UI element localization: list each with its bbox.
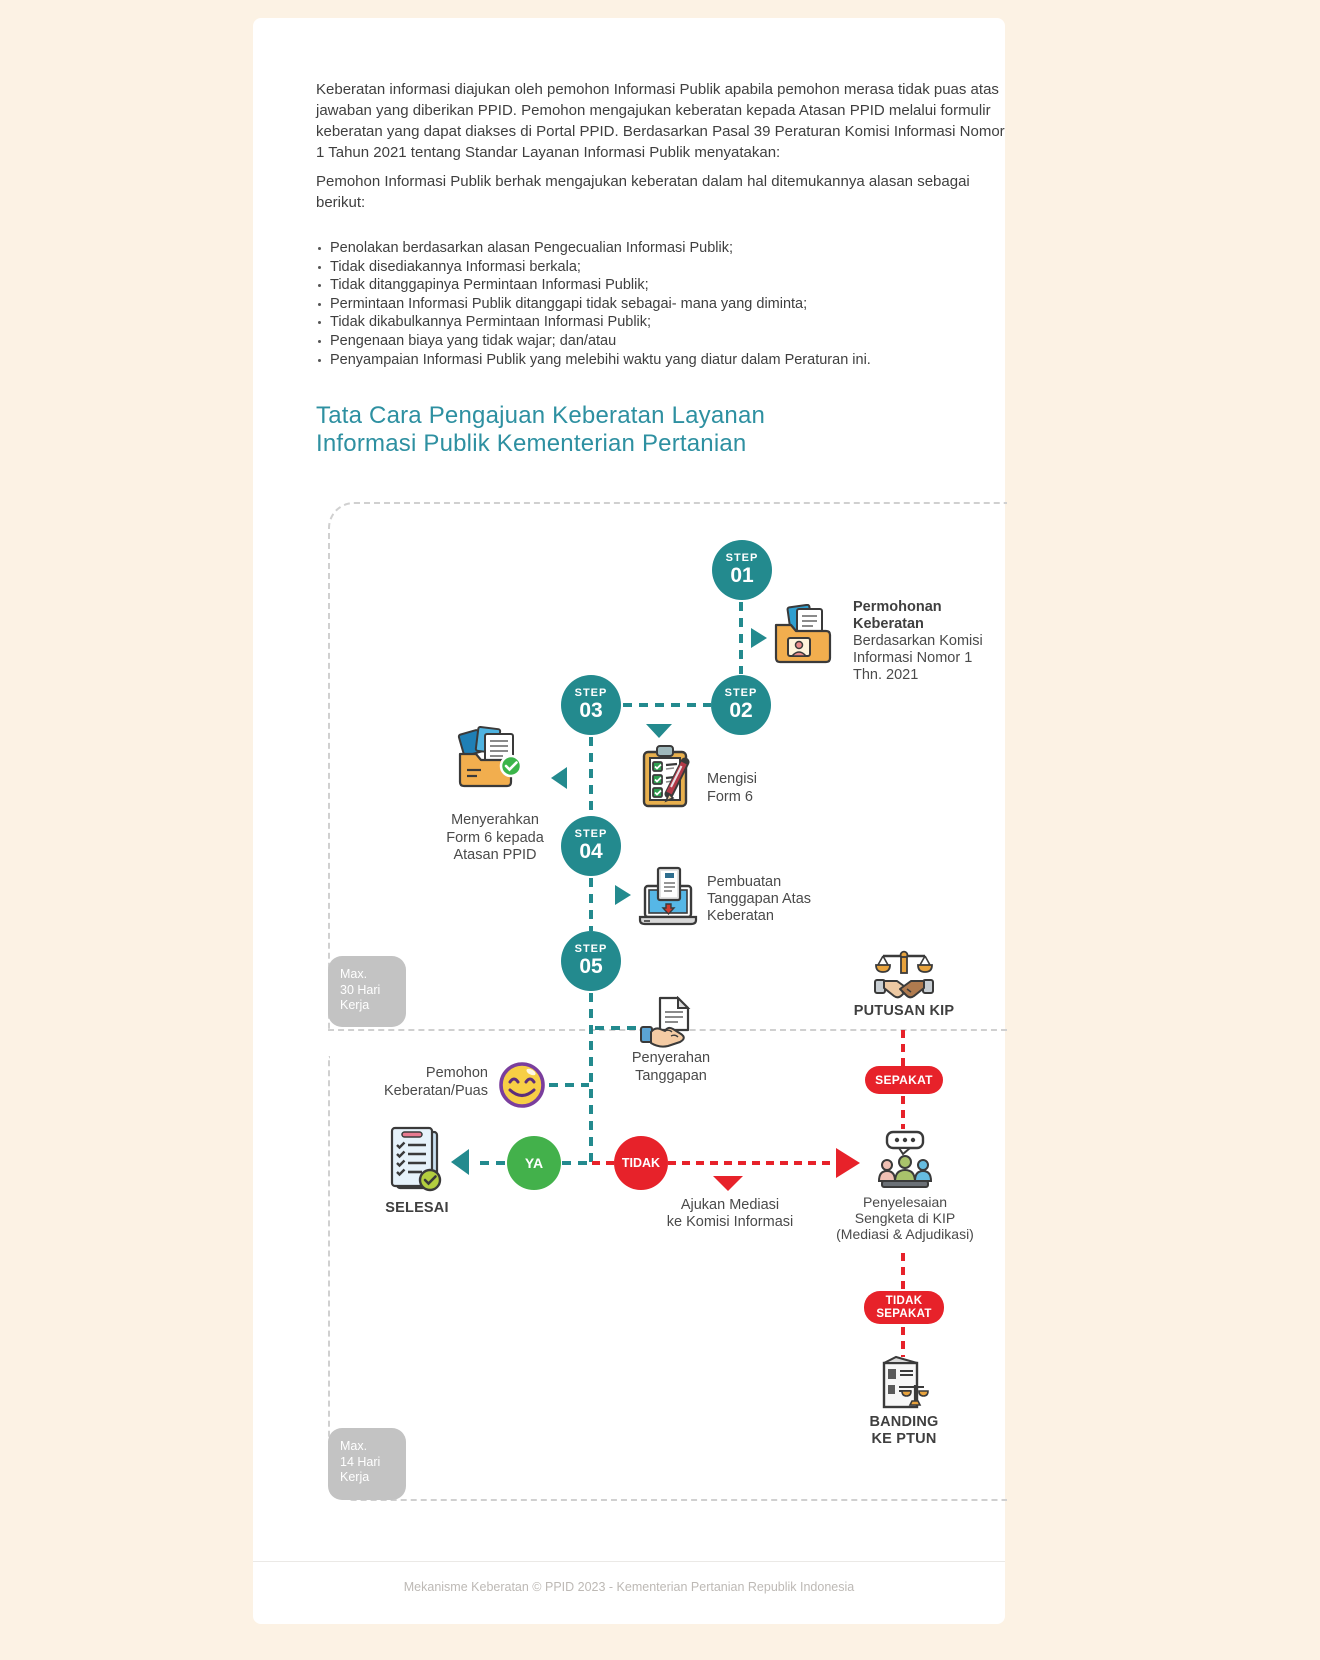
arrow-down-icon [646,724,672,738]
ya-node: YA [507,1136,561,1190]
arrow-down-red-icon [713,1176,743,1191]
connector-to-hand [595,1026,643,1030]
bullet-dot-icon [318,359,321,362]
page-title: Tata Cara Pengajuan Keberatan Layanan Informasi Publik Kementerian Pertanian [316,402,766,457]
connector-ya-left [480,1161,507,1165]
folder-check-documents-icon [453,726,533,800]
max-30-days-badge: Max. 30 Hari Kerja [328,956,406,1027]
penyelesaian-label: Penyelesaian Sengketa di KIP (Mediasi & Adjudikasi) [836,1194,974,1242]
connector-tidak-left [592,1161,614,1165]
ajukan-mediasi-label: Ajukan Mediasi ke Komisi Informasi [666,1197,794,1230]
putusan-kip-label: PUTUSAN KIP [853,1003,955,1019]
mediation-meeting-icon [874,1130,936,1190]
laptop-document-icon [638,866,698,928]
clipboard-checklist-pencil-icon [640,744,694,810]
connector-sepakat-kip [901,1096,905,1129]
step-02-badge: STEP 02 [711,675,771,735]
tidak-node: TIDAK [614,1136,668,1190]
mengisi-form-label: Mengisi Form 6 [707,771,757,805]
footer-divider [253,1561,1005,1562]
intro-paragraph-1: Keberatan informasi diajukan oleh pemohon Informasi Publik apabila pemohon merasa tidak puas atas jawaban yang diberikan PPID. Pemohon mengajukan keberatan kepada Atasan PPID melalui formulir keberatan yang dapat diakses di Portal PPID. Berdasarkan Pasal 39 Peraturan Komisi Informasi Nomor 1 Tahun 2021 tentang Standar Layanan Informasi Publik menyatakan: [316,81,1005,161]
connector-step4-step5 [589,878,593,931]
arrow-left-icon [551,767,567,789]
connector-tidaksepakat-banding [901,1327,905,1357]
connector-kip-tidaksepakat [901,1253,905,1291]
bullet-dot-icon [318,284,321,287]
list-item: Tidak ditanggapinya Permintaan Informasi Publik; [316,276,1011,295]
list-item: Penyampaian Informasi Publik yang melebihi waktu yang diatur dalam Peraturan ini. [316,351,1011,370]
connector-smiley [549,1083,589,1087]
folder-documents-photo-icon [773,604,833,666]
smiley-face-icon [497,1060,547,1110]
banding-ptun-label: BANDING KE PTUN [869,1414,939,1447]
selesai-label: SELESAI [385,1200,449,1216]
scales-handshake-icon [874,948,934,1004]
list-item: Tidak disediakannya Informasi berkala; [316,258,1011,277]
connector-tidak-right [668,1161,836,1165]
bullet-dot-icon [318,303,321,306]
step-01-badge: STEP 01 [712,540,772,600]
sepakat-badge: SEPAKAT [865,1066,943,1094]
bullet-dot-icon [318,266,321,269]
arrow-right-icon [615,885,631,905]
bullet-dot-icon [318,340,321,343]
list-item: Tidak dikabulkannya Permintaan Informasi Publik; [316,313,1011,332]
step-03-badge: STEP 03 [561,675,621,735]
checklist-complete-icon [388,1126,442,1194]
menyerahkan-label: Menyerahkan Form 6 kepada Atasan PPID [446,812,544,863]
pembuatan-label: Pembuatan Tanggapan Atas Keberatan [707,874,812,924]
tidak-sepakat-badge: TIDAK SEPAKAT [864,1291,944,1324]
arrow-left-icon [451,1149,469,1175]
arrow-right-red-icon [836,1148,860,1178]
legal-document-scales-icon [877,1355,929,1411]
connector-ya-right [562,1161,590,1165]
connector-step5-decision [589,993,593,1163]
connector-step1-step2 [739,602,743,674]
list-item: Permintaan Informasi Publik ditanggapi tidak sebagai- mana yang diminta; [316,295,1011,314]
list-item: Pengenaan biaya yang tidak wajar; dan/atau [316,332,1011,351]
bullet-dot-icon [318,321,321,324]
max-14-days-badge: Max. 14 Hari Kerja [328,1428,406,1500]
connector-step3-step2 [623,703,711,707]
penyerahan-label: Penyerahan Tanggapan [631,1050,711,1084]
pemohon-label: Pemohon Keberatan/Puas [384,1065,488,1099]
step-04-badge: STEP 04 [561,816,621,876]
step-05-badge: STEP 05 [561,931,621,991]
hand-document-icon [640,996,698,1048]
intro-paragraph-2: Pemohon Informasi Publik berhak mengajukan keberatan dalam hal ditemukannya alasan sebagai berikut: [316,173,970,211]
list-item: Penolakan berdasarkan alasan Pengecualian Informasi Publik; [316,239,1011,258]
reason-list [316,239,1011,369]
connector-step3-step4 [589,737,593,816]
connector-putusan-sepakat [901,1030,905,1066]
bullet-dot-icon [318,247,321,250]
footer-text: Mekanisme Keberatan © PPID 2023 - Kementerian Pertanian Republik Indonesia [403,1580,855,1594]
permohonan-label: Permohonan Keberatan Berdasarkan Komisi Informasi Nomor 1 Thn. 2021 [853,599,983,683]
arrow-right-icon [751,628,767,648]
